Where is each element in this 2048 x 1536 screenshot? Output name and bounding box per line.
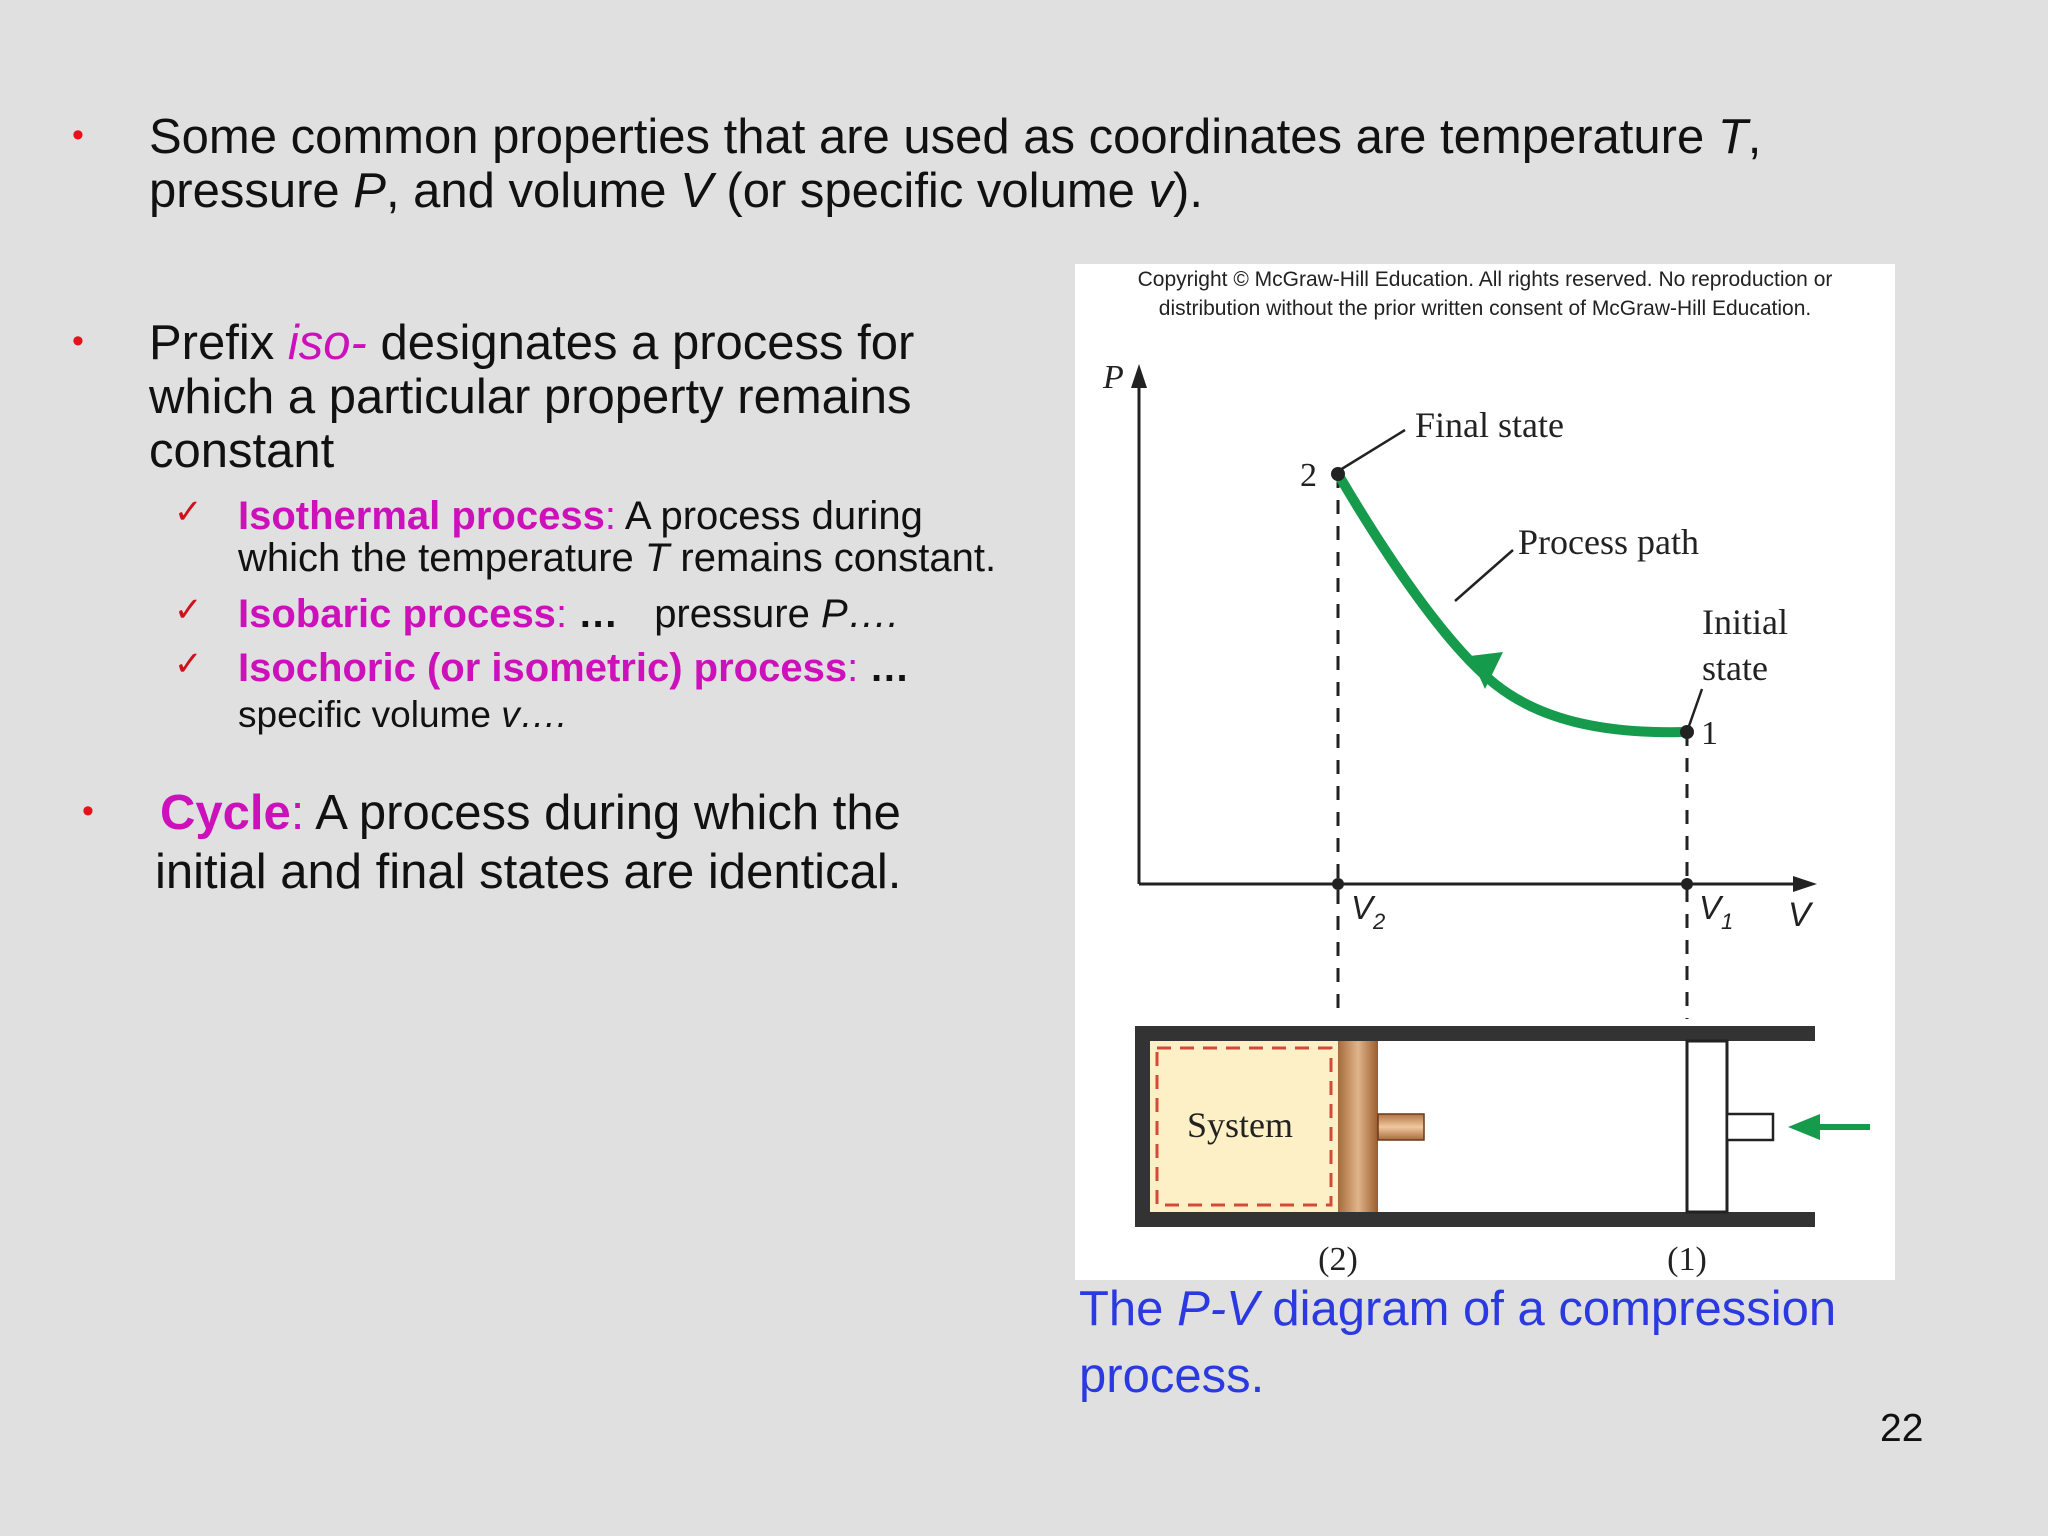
initial-state-label-2: state (1702, 648, 1768, 688)
bullet-1-line-2: pressure P, and volume V (or specific volume v). (149, 164, 1203, 218)
bullet-3-line-2: initial and final states are identical. (155, 845, 902, 899)
bullet-2-line-1: Prefix iso- designates a process for (149, 316, 915, 370)
p-axis-arrow-icon (1131, 364, 1147, 388)
process-path-label: Process path (1518, 522, 1699, 562)
pv-diagram-svg (1075, 264, 1895, 1280)
system-label: System (1187, 1105, 1294, 1145)
position-2-label: (2) (1318, 1241, 1358, 1278)
cylinder-end-wall (1135, 1026, 1150, 1227)
bullet-marker: • (72, 116, 84, 154)
bullet-1-line-1: Some common properties that are used as coordinates are temperature T, (149, 110, 1762, 164)
checkmark-icon: ✓ (174, 493, 203, 531)
cylinder-top-wall (1135, 1026, 1815, 1041)
subitem-isochoric-line-2: specific volume v…. (238, 694, 567, 735)
v-axis-label: V (1788, 896, 1811, 934)
v2-axis-point (1332, 878, 1344, 890)
bullet-2-line-2: which a particular property remains (149, 370, 912, 424)
v-axis-arrow-icon (1793, 876, 1817, 892)
page-number: 22 (1880, 1407, 1924, 1450)
p-axis-label: P (1103, 359, 1124, 396)
subitem-isothermal-line-1: Isothermal process: A process during (238, 494, 923, 538)
checkmark-icon: ✓ (174, 645, 203, 683)
v1-axis-point (1681, 878, 1693, 890)
bullet-marker: • (72, 322, 84, 360)
v1-label: $V_1$ (1699, 889, 1734, 934)
process-path-curve (1338, 474, 1687, 732)
process-path-leader (1455, 550, 1513, 601)
push-arrow-icon (1788, 1114, 1820, 1140)
state-1-point (1680, 725, 1694, 739)
piston-position-2 (1338, 1041, 1378, 1212)
copyright-line-2: distribution without the prior written consent of McGraw-Hill Education. (1158, 297, 1812, 320)
state-1-label: 1 (1701, 715, 1718, 752)
subitem-isochoric-line-1: Isochoric (or isometric) process: … (238, 646, 910, 690)
figure-caption-line-2: process. (1079, 1349, 1265, 1403)
position-1-label: (1) (1667, 1241, 1707, 1278)
piston-rod-1 (1727, 1114, 1773, 1140)
state-2-label: 2 (1300, 457, 1317, 494)
bullet-3-line-1: Cycle: A process during which the (160, 786, 901, 840)
pv-diagram-figure (1075, 264, 1895, 1280)
subitem-isothermal-line-2: which the temperature T remains constant. (238, 536, 997, 580)
v2-label: $V_2$ (1351, 889, 1386, 934)
copyright-line-1: Copyright © McGraw-Hill Education. All rights reserved. No reproduction or (1137, 268, 1833, 291)
final-state-leader (1340, 430, 1405, 470)
initial-state-label-1: Initial (1702, 602, 1788, 642)
piston-position-1 (1687, 1041, 1727, 1212)
final-state-label: Final state (1415, 405, 1564, 445)
checkmark-icon: ✓ (174, 591, 203, 629)
bullet-marker: • (82, 792, 94, 830)
cylinder-bottom-wall (1135, 1212, 1815, 1227)
piston-rod-2 (1378, 1114, 1424, 1140)
bullet-2-line-3: constant (149, 424, 335, 478)
subitem-isobaric: Isobaric process: … pressure P…. (238, 592, 899, 636)
figure-caption-line-1: The P-V diagram of a compression (1079, 1282, 1837, 1336)
